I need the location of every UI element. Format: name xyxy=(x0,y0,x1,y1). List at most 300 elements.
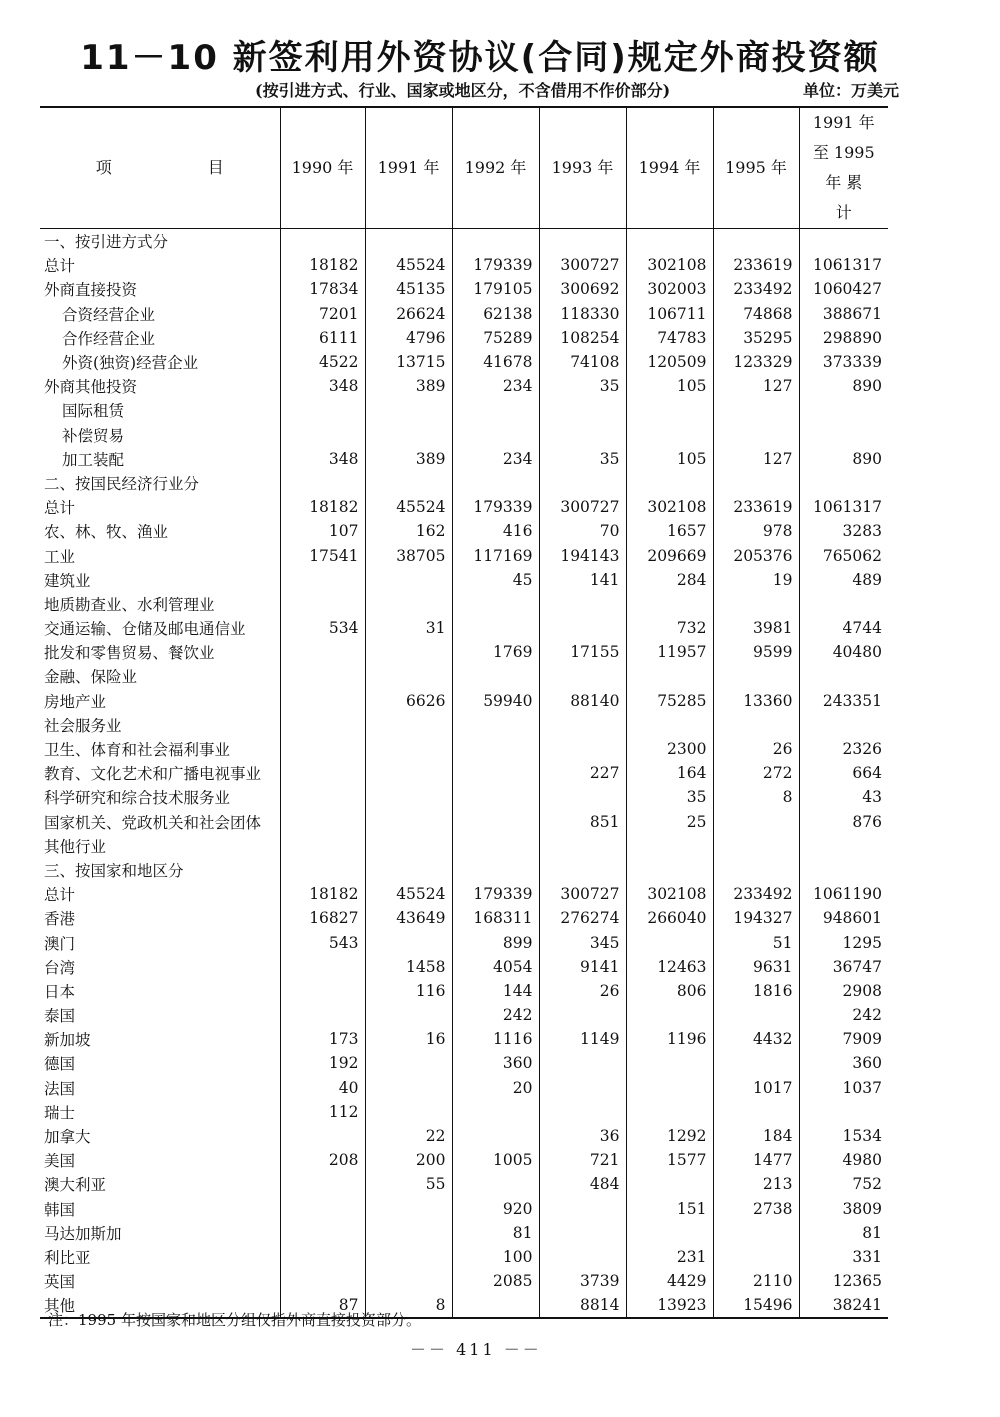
value-cell xyxy=(713,592,799,616)
value-cell xyxy=(799,834,888,858)
value-cell: 1149 xyxy=(539,1027,626,1051)
header-item: 项 目 xyxy=(40,107,280,229)
value-cell: 1061190 xyxy=(799,882,888,906)
value-cell: 8 xyxy=(365,1293,452,1318)
value-cell: 331 xyxy=(799,1245,888,1269)
table-row xyxy=(40,640,888,664)
row-label: 其他行业 xyxy=(44,837,107,856)
value-cell: 8814 xyxy=(539,1293,626,1318)
row-label: 总计 xyxy=(44,499,76,518)
value-cell xyxy=(365,785,452,809)
value-cell: 300727 xyxy=(539,882,626,906)
value-cell: 116 xyxy=(365,979,452,1003)
value-cell: 890 xyxy=(799,447,888,471)
value-cell: 302108 xyxy=(626,882,713,906)
value-cell xyxy=(452,810,539,834)
value-cell: 300727 xyxy=(539,495,626,519)
value-cell xyxy=(539,858,626,882)
value-cell: 1196 xyxy=(626,1027,713,1051)
value-cell xyxy=(365,1051,452,1075)
table-row xyxy=(40,1027,888,1051)
value-cell xyxy=(539,1003,626,1027)
value-cell xyxy=(452,737,539,761)
value-cell: 1769 xyxy=(452,640,539,664)
row-label: 泰国 xyxy=(44,1007,76,1026)
value-cell: 242 xyxy=(452,1003,539,1027)
value-cell: 18182 xyxy=(280,495,365,519)
value-cell xyxy=(452,713,539,737)
row-label: 房地产业 xyxy=(44,692,107,711)
value-cell: 36747 xyxy=(799,955,888,979)
header-row xyxy=(40,107,888,229)
table-row xyxy=(40,568,888,592)
value-cell xyxy=(626,664,713,688)
value-cell: 75285 xyxy=(626,689,713,713)
row-label: 教育、文化艺术和广播电视事业 xyxy=(44,765,262,784)
value-cell xyxy=(365,761,452,785)
value-cell: 35295 xyxy=(713,326,799,350)
value-cell: 209669 xyxy=(626,543,713,567)
value-cell: 74868 xyxy=(713,302,799,326)
value-cell xyxy=(365,713,452,737)
value-cell: 105 xyxy=(626,447,713,471)
value-cell: 233492 xyxy=(713,882,799,906)
value-cell xyxy=(280,1269,365,1293)
row-label: 澳门 xyxy=(44,934,76,953)
row-label: 总计 xyxy=(44,886,76,905)
row-label: 台湾 xyxy=(44,958,76,977)
value-cell: 360 xyxy=(452,1051,539,1075)
value-cell: 120509 xyxy=(626,350,713,374)
value-cell: 978 xyxy=(713,519,799,543)
row-label: 国家机关、党政机关和社会团体 xyxy=(44,813,262,832)
table-row xyxy=(40,834,888,858)
table-row xyxy=(40,471,888,495)
table-row xyxy=(40,495,888,519)
table-row xyxy=(40,616,888,640)
value-cell: 345 xyxy=(539,930,626,954)
value-cell: 231 xyxy=(626,1245,713,1269)
value-cell: 7201 xyxy=(280,302,365,326)
value-cell: 164 xyxy=(626,761,713,785)
row-label: 合作经营企业 xyxy=(62,329,156,348)
value-cell xyxy=(280,568,365,592)
value-cell xyxy=(713,858,799,882)
table-row xyxy=(40,906,888,930)
value-cell: 173 xyxy=(280,1027,365,1051)
table-row xyxy=(40,398,888,422)
value-cell xyxy=(452,664,539,688)
value-cell xyxy=(626,229,713,254)
value-cell: 3809 xyxy=(799,1197,888,1221)
value-cell xyxy=(365,1100,452,1124)
row-label: 日本 xyxy=(44,982,76,1001)
value-cell: 534 xyxy=(280,616,365,640)
value-cell xyxy=(280,955,365,979)
value-cell xyxy=(799,229,888,254)
value-cell: 12365 xyxy=(799,1269,888,1293)
value-cell: 35 xyxy=(626,785,713,809)
value-cell: 41678 xyxy=(452,350,539,374)
value-cell xyxy=(626,1076,713,1100)
value-cell: 6111 xyxy=(280,326,365,350)
value-cell xyxy=(452,1124,539,1148)
value-cell: 43649 xyxy=(365,906,452,930)
value-cell: 74783 xyxy=(626,326,713,350)
footnote: 注：1995 年按国家和地区分组仅指外商直接投资部分。 xyxy=(48,1311,421,1329)
row-label: 卫生、体育和社会福利事业 xyxy=(44,741,231,760)
value-cell: 2110 xyxy=(713,1269,799,1293)
value-cell: 107 xyxy=(280,519,365,543)
value-cell: 35 xyxy=(539,374,626,398)
value-cell xyxy=(452,1100,539,1124)
value-cell xyxy=(713,398,799,422)
value-cell: 26624 xyxy=(365,302,452,326)
value-cell: 179339 xyxy=(452,253,539,277)
table-row xyxy=(40,423,888,447)
value-cell: 38705 xyxy=(365,543,452,567)
value-cell xyxy=(799,398,888,422)
value-cell: 26 xyxy=(713,737,799,761)
header-1990: 1990 年 xyxy=(280,107,365,229)
value-cell: 2326 xyxy=(799,737,888,761)
value-cell xyxy=(539,1197,626,1221)
row-label: 合资经营企业 xyxy=(62,305,156,324)
value-cell: 2908 xyxy=(799,979,888,1003)
table-row xyxy=(40,592,888,616)
value-cell xyxy=(539,229,626,254)
value-cell: 484 xyxy=(539,1172,626,1196)
value-cell: 302108 xyxy=(626,495,713,519)
table-row xyxy=(40,1148,888,1172)
value-cell xyxy=(713,664,799,688)
value-cell: 87 xyxy=(280,1293,365,1318)
value-cell: 300727 xyxy=(539,253,626,277)
value-cell xyxy=(539,471,626,495)
value-cell: 890 xyxy=(799,374,888,398)
table-row xyxy=(40,447,888,471)
value-cell: 243351 xyxy=(799,689,888,713)
table-row xyxy=(40,374,888,398)
value-cell: 1060427 xyxy=(799,277,888,301)
value-cell xyxy=(280,1124,365,1148)
table-row xyxy=(40,1172,888,1196)
row-label: 美国 xyxy=(44,1152,76,1171)
value-cell: 948601 xyxy=(799,906,888,930)
value-cell xyxy=(365,737,452,761)
value-cell: 184 xyxy=(713,1124,799,1148)
row-label: 马达加斯加 xyxy=(44,1224,122,1243)
value-cell: 4522 xyxy=(280,350,365,374)
value-cell: 208 xyxy=(280,1148,365,1172)
value-cell: 75289 xyxy=(452,326,539,350)
value-cell xyxy=(365,1076,452,1100)
value-cell xyxy=(626,398,713,422)
value-cell: 233492 xyxy=(713,277,799,301)
value-cell xyxy=(713,1221,799,1245)
row-label: 外商直接投资 xyxy=(44,281,138,300)
value-cell: 55 xyxy=(365,1172,452,1196)
value-cell: 4980 xyxy=(799,1148,888,1172)
value-cell: 1017 xyxy=(713,1076,799,1100)
value-cell xyxy=(365,1003,452,1027)
value-cell xyxy=(539,834,626,858)
table-row xyxy=(40,1221,888,1245)
value-cell xyxy=(626,1003,713,1027)
value-cell xyxy=(365,1197,452,1221)
row-label: 社会服务业 xyxy=(44,716,122,735)
table-row xyxy=(40,277,888,301)
row-label: 瑞士 xyxy=(44,1103,76,1122)
value-cell xyxy=(452,761,539,785)
value-cell xyxy=(626,592,713,616)
value-cell: 62138 xyxy=(452,302,539,326)
row-label: 外资(独资)经营企业 xyxy=(62,354,199,373)
table-row xyxy=(40,350,888,374)
value-cell xyxy=(539,398,626,422)
value-cell: 16827 xyxy=(280,906,365,930)
value-cell: 20 xyxy=(452,1076,539,1100)
value-cell xyxy=(626,858,713,882)
value-cell: 1292 xyxy=(626,1124,713,1148)
value-cell: 45135 xyxy=(365,277,452,301)
value-cell: 194143 xyxy=(539,543,626,567)
table-body xyxy=(40,229,888,1319)
value-cell: 2085 xyxy=(452,1269,539,1293)
value-cell: 242 xyxy=(799,1003,888,1027)
value-cell xyxy=(713,713,799,737)
value-cell xyxy=(626,834,713,858)
value-cell: 9599 xyxy=(713,640,799,664)
value-cell xyxy=(280,689,365,713)
value-cell: 12463 xyxy=(626,955,713,979)
value-cell: 108254 xyxy=(539,326,626,350)
row-label: 科学研究和综合技术服务业 xyxy=(44,789,231,808)
table-row xyxy=(40,979,888,1003)
value-cell: 18182 xyxy=(280,253,365,277)
value-cell xyxy=(280,471,365,495)
value-cell: 45 xyxy=(452,568,539,592)
table-subtitle: (按引进方式、行业、国家或地区分，不含借用不作价部分) xyxy=(255,81,671,100)
value-cell xyxy=(365,1269,452,1293)
value-cell xyxy=(280,664,365,688)
value-cell xyxy=(365,1245,452,1269)
value-cell: 106711 xyxy=(626,302,713,326)
value-cell xyxy=(280,1221,365,1245)
value-cell: 123329 xyxy=(713,350,799,374)
value-cell xyxy=(365,930,452,954)
value-cell: 8 xyxy=(713,785,799,809)
value-cell xyxy=(626,1221,713,1245)
value-cell: 1534 xyxy=(799,1124,888,1148)
value-cell xyxy=(713,229,799,254)
value-cell: 19 xyxy=(713,568,799,592)
value-cell: 179339 xyxy=(452,882,539,906)
value-cell: 876 xyxy=(799,810,888,834)
value-cell xyxy=(280,398,365,422)
row-label: 外商其他投资 xyxy=(44,378,138,397)
table-row xyxy=(40,229,888,254)
value-cell: 4054 xyxy=(452,955,539,979)
value-cell xyxy=(365,858,452,882)
value-cell: 234 xyxy=(452,447,539,471)
value-cell: 1577 xyxy=(626,1148,713,1172)
value-cell xyxy=(799,664,888,688)
row-label: 法国 xyxy=(44,1079,76,1098)
value-cell: 88140 xyxy=(539,689,626,713)
value-cell xyxy=(280,423,365,447)
value-cell: 2300 xyxy=(626,737,713,761)
value-cell: 348 xyxy=(280,447,365,471)
value-cell: 36 xyxy=(539,1124,626,1148)
value-cell xyxy=(539,423,626,447)
investment-table xyxy=(40,106,888,1319)
value-cell xyxy=(365,471,452,495)
value-cell: 302108 xyxy=(626,253,713,277)
value-cell: 192 xyxy=(280,1051,365,1075)
value-cell: 13923 xyxy=(626,1293,713,1318)
value-cell: 9141 xyxy=(539,955,626,979)
value-cell: 51 xyxy=(713,930,799,954)
table-row xyxy=(40,519,888,543)
value-cell xyxy=(452,616,539,640)
value-cell: 162 xyxy=(365,519,452,543)
value-cell: 276274 xyxy=(539,906,626,930)
value-cell: 13715 xyxy=(365,350,452,374)
value-cell: 81 xyxy=(799,1221,888,1245)
value-cell: 4432 xyxy=(713,1027,799,1051)
page-number: －－ 411 －－ xyxy=(410,1340,542,1359)
value-cell: 151 xyxy=(626,1197,713,1221)
value-cell: 141 xyxy=(539,568,626,592)
value-cell xyxy=(365,423,452,447)
table-row xyxy=(40,689,888,713)
row-label: 利比亚 xyxy=(44,1248,91,1267)
value-cell xyxy=(365,640,452,664)
page-title: 11－10 新签利用外资协议(合同)规定外商投资额 xyxy=(80,38,880,78)
value-cell: 179339 xyxy=(452,495,539,519)
value-cell: 81 xyxy=(452,1221,539,1245)
value-cell xyxy=(452,398,539,422)
value-cell: 227 xyxy=(539,761,626,785)
value-cell xyxy=(280,810,365,834)
value-cell: 22 xyxy=(365,1124,452,1148)
header-1995: 1995 年 xyxy=(713,107,799,229)
value-cell: 4429 xyxy=(626,1269,713,1293)
value-cell xyxy=(713,810,799,834)
value-cell: 1037 xyxy=(799,1076,888,1100)
table-row xyxy=(40,785,888,809)
value-cell xyxy=(365,592,452,616)
value-cell: 11957 xyxy=(626,640,713,664)
value-cell: 266040 xyxy=(626,906,713,930)
value-cell xyxy=(539,664,626,688)
value-cell: 3981 xyxy=(713,616,799,640)
table-row xyxy=(40,858,888,882)
value-cell xyxy=(365,229,452,254)
value-cell xyxy=(280,737,365,761)
value-cell xyxy=(799,592,888,616)
value-cell: 899 xyxy=(452,930,539,954)
value-cell: 127 xyxy=(713,447,799,471)
value-cell: 200 xyxy=(365,1148,452,1172)
value-cell: 1458 xyxy=(365,955,452,979)
value-cell: 194327 xyxy=(713,906,799,930)
row-label: 澳大利亚 xyxy=(44,1176,107,1195)
row-label: 国际租赁 xyxy=(62,402,125,421)
value-cell: 851 xyxy=(539,810,626,834)
value-cell xyxy=(280,1245,365,1269)
value-cell: 1657 xyxy=(626,519,713,543)
value-cell: 168311 xyxy=(452,906,539,930)
value-cell: 40 xyxy=(280,1076,365,1100)
value-cell xyxy=(280,785,365,809)
value-cell xyxy=(713,471,799,495)
value-cell: 43 xyxy=(799,785,888,809)
value-cell xyxy=(452,1172,539,1196)
value-cell: 13360 xyxy=(713,689,799,713)
table-row xyxy=(40,713,888,737)
value-cell: 17155 xyxy=(539,640,626,664)
row-label: 英国 xyxy=(44,1273,76,1292)
value-cell: 118330 xyxy=(539,302,626,326)
value-cell: 233619 xyxy=(713,495,799,519)
value-cell: 752 xyxy=(799,1172,888,1196)
value-cell xyxy=(280,834,365,858)
value-cell: 38241 xyxy=(799,1293,888,1318)
value-cell: 40480 xyxy=(799,640,888,664)
header-1994: 1994 年 xyxy=(626,107,713,229)
table-row xyxy=(40,1245,888,1269)
value-cell: 1116 xyxy=(452,1027,539,1051)
row-label: 金融、保险业 xyxy=(44,668,138,687)
value-cell: 920 xyxy=(452,1197,539,1221)
value-cell xyxy=(280,761,365,785)
value-cell xyxy=(365,810,452,834)
header-cumulative: 1991 年 至 1995 年 累 计 xyxy=(799,107,888,229)
row-label: 二、按国民经济行业分 xyxy=(44,474,200,493)
value-cell xyxy=(280,979,365,1003)
value-cell: 18182 xyxy=(280,882,365,906)
value-cell xyxy=(280,1003,365,1027)
value-cell xyxy=(452,229,539,254)
header-1993: 1993 年 xyxy=(539,107,626,229)
value-cell xyxy=(280,1172,365,1196)
value-cell: 373339 xyxy=(799,350,888,374)
value-cell xyxy=(280,858,365,882)
row-label: 建筑业 xyxy=(44,571,91,590)
row-label: 总计 xyxy=(44,257,76,276)
value-cell: 35 xyxy=(539,447,626,471)
value-cell xyxy=(626,1100,713,1124)
table-row xyxy=(40,955,888,979)
value-cell: 112 xyxy=(280,1100,365,1124)
value-cell: 6626 xyxy=(365,689,452,713)
value-cell: 302003 xyxy=(626,277,713,301)
value-cell xyxy=(799,713,888,737)
value-cell xyxy=(626,423,713,447)
value-cell: 765062 xyxy=(799,543,888,567)
value-cell: 1816 xyxy=(713,979,799,1003)
value-cell xyxy=(365,834,452,858)
value-cell: 31 xyxy=(365,616,452,640)
value-cell xyxy=(452,858,539,882)
value-cell xyxy=(539,1076,626,1100)
row-label: 三、按国家和地区分 xyxy=(44,861,184,880)
row-label: 加工装配 xyxy=(62,450,125,469)
table-row xyxy=(40,1124,888,1148)
value-cell: 17834 xyxy=(280,277,365,301)
